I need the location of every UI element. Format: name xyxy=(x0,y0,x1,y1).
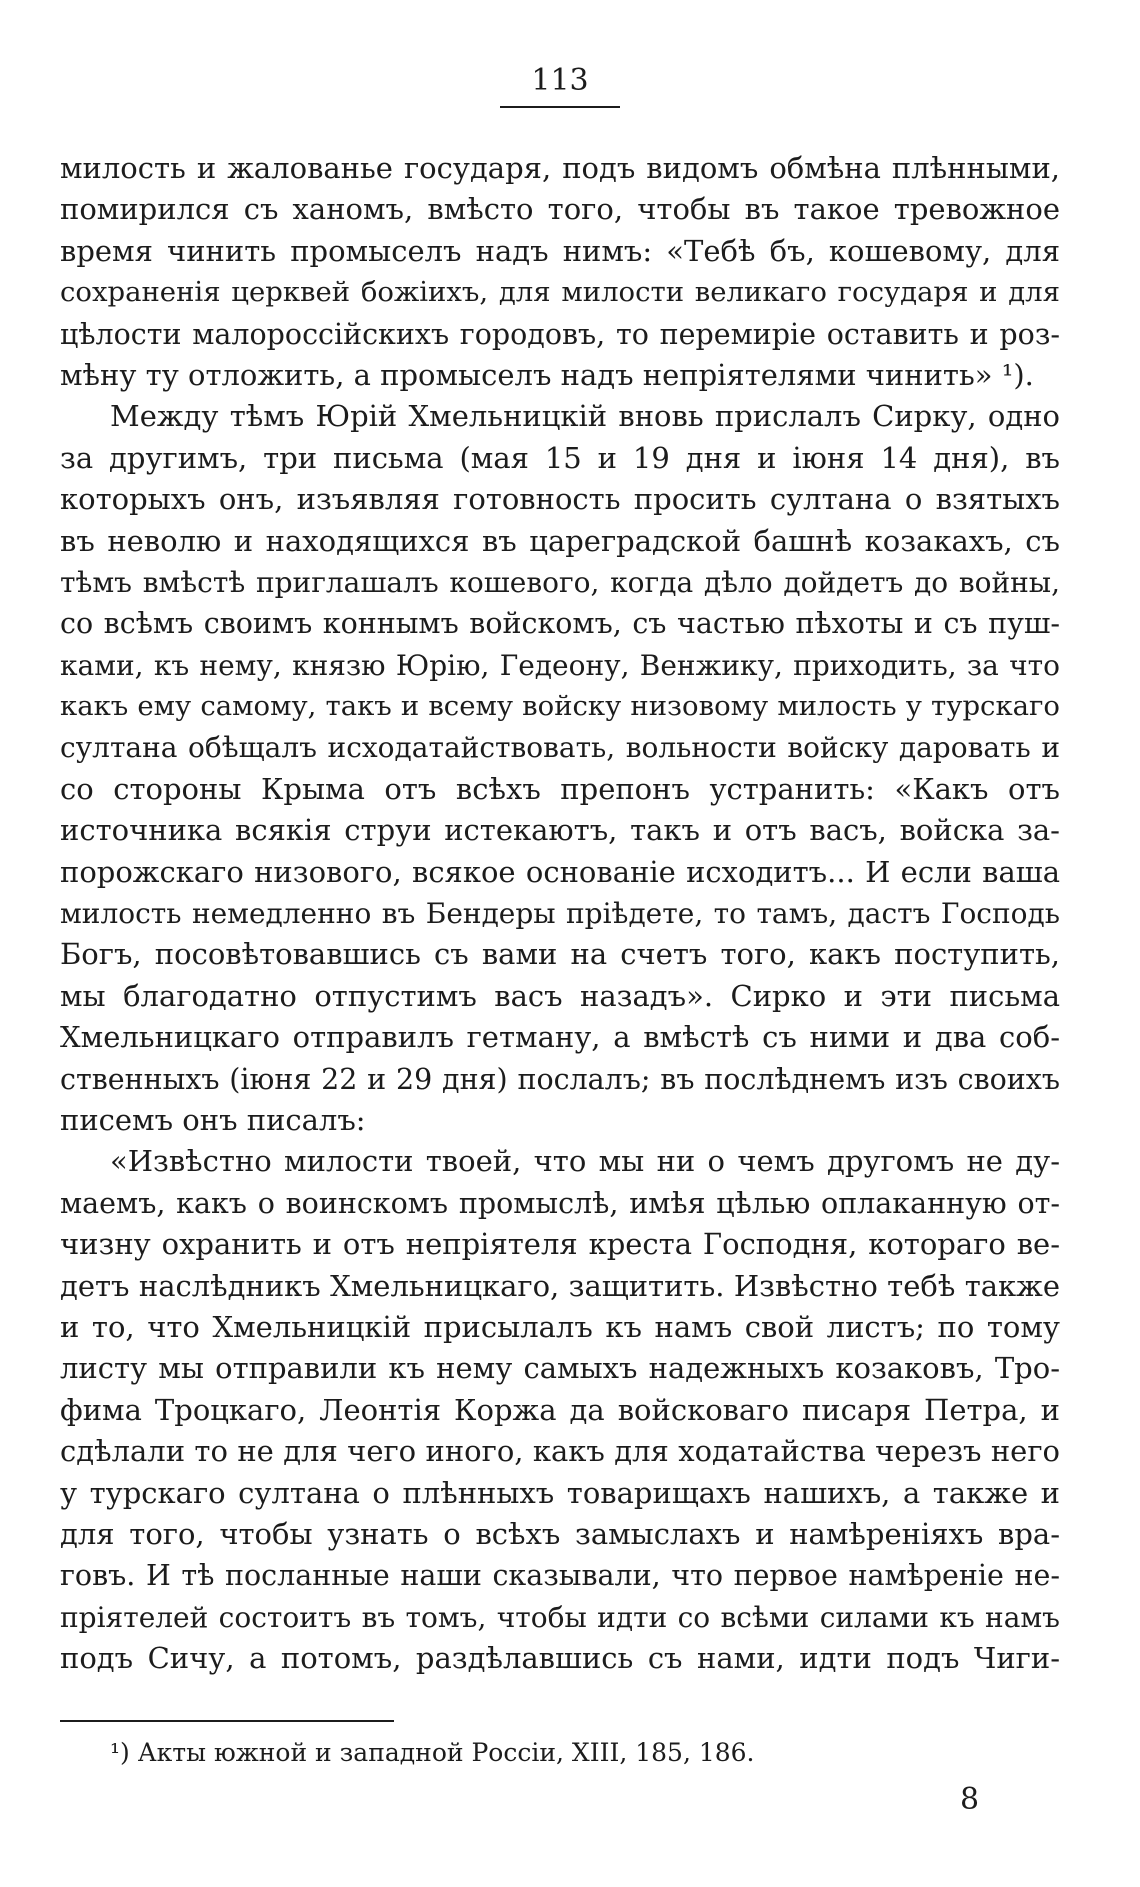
text-line: фима Троцкаго, Леонтія Коржа да войсковаго писаря Петра, и xyxy=(60,1392,1060,1427)
text-line: Богъ, посовѣтовавшись съ вами на счетъ того, какъ поступить, xyxy=(60,937,1060,972)
text-line: ственныхъ (іюня 22 и 29 дня) послалъ; въ послѣднемъ изъ своихъ xyxy=(60,1062,1060,1096)
text-line: время чинить промыселъ надъ нимъ: «Тебѣ бъ, кошевому, для xyxy=(60,233,1060,268)
text-line: чизну охранить и отъ непріятеля креста Господня, котораго ве- xyxy=(60,1227,1060,1262)
text-line: листу мы отправили къ нему самыхъ надежныхъ козаковъ, Тро- xyxy=(60,1351,1060,1386)
text-line: въ неволю и находящихся въ цареградской башнѣ козакахъ, съ xyxy=(60,523,1060,558)
text-line: ками, къ нему, князю Юрію, Гедеону, Венжику, приходить, за что xyxy=(60,648,1060,682)
text-line: подъ Сичу, а потомъ, раздѣлавшись съ нами, идти подъ Чиги- xyxy=(60,1641,1060,1676)
footnote-text: Акты южной и западной Россіи, XIII, 185, 186. xyxy=(137,1738,755,1767)
text-line: пріятелей состоитъ въ томъ, чтобы идти со всѣми силами къ намъ xyxy=(60,1600,1060,1634)
text-line: детъ наслѣдникъ Хмельницкаго, защитить. Извѣстно тебѣ также xyxy=(60,1268,1060,1303)
text-line: Хмельницкаго отправилъ гетману, а вмѣстѣ съ ними и два соб- xyxy=(60,1020,1060,1055)
text-line: какъ ему самому, такъ и всему войску низовому милость у турскаго xyxy=(60,690,1060,723)
text-line: писемъ онъ писалъ: xyxy=(60,1102,366,1137)
text-line: сохраненія церквей божіихъ, для милости великаго государя и для xyxy=(60,276,1060,309)
footnote xyxy=(110,1735,755,1771)
text-line: у турскаго султана о плѣнныхъ товарищахъ нашихъ, а также и xyxy=(60,1475,1060,1510)
text-line: со стороны Крыма отъ всѣхъ препонъ устранить: «Какъ отъ xyxy=(60,771,1060,806)
page-number-rule xyxy=(500,106,620,108)
page-number: 113 xyxy=(531,63,589,98)
text-line: милость немедленно въ Бендеры пріѣдете, то тамъ, дастъ Господь xyxy=(60,897,1060,931)
text-line: сдѣлали то не для чего иного, какъ для ходатайства черезъ него xyxy=(60,1434,1060,1469)
text-line: для того, чтобы узнать о всѣхъ замыслахъ и намѣреніяхъ вра- xyxy=(60,1516,1060,1551)
text-line: говъ. И тѣ посланные наши сказывали, что первое намѣреніе не- xyxy=(60,1559,1060,1593)
footnote-rule xyxy=(60,1720,394,1722)
text-line: султана обѣщалъ исходатайствовать, вольности войску даровать и xyxy=(60,731,1060,765)
text-line: Между тѣмъ Юрій Хмельницкій вновь прислалъ Сирку, одно xyxy=(110,399,1060,434)
text-line: милость и жалованье государя, подъ видомъ обмѣна плѣнными, xyxy=(60,151,1060,185)
text-line: за другимъ, три письма (мая 15 и 19 дня и іюня 14 дня), въ xyxy=(60,440,1060,475)
text-line: цѣлости малороссійскихъ городовъ, то перемиріе оставить и роз- xyxy=(60,317,1060,351)
text-line: «Извѣстно милости твоей, что мы ни о чемъ другомъ не ду- xyxy=(110,1144,1060,1179)
text-line: помирился съ ханомъ, вмѣсто того, чтобы въ такое тревожное xyxy=(60,192,1060,227)
body-text xyxy=(60,148,1060,1679)
footnote-marker: ¹) xyxy=(110,1738,130,1767)
text-line: порожскаго низового, всякое основаніе исходитъ... И если ваша xyxy=(60,854,1060,889)
text-line: и то, что Хмельницкій присылалъ къ намъ свой листъ; по тому xyxy=(60,1309,1060,1344)
text-line: тѣмъ вмѣстѣ приглашалъ кошевого, когда дѣло дойдетъ до войны, xyxy=(60,565,1060,599)
text-line: мы благодатно отпустимъ васъ назадъ». Сирко и эти письма xyxy=(60,978,1060,1013)
signature-mark: 8 xyxy=(960,1782,980,1817)
text-line: со всѣмъ своимъ коннымъ войскомъ, съ частью пѣхоты и съ пуш- xyxy=(60,607,1060,641)
text-line: мѣну ту отложить, а промыселъ надъ непріятелями чинить» ¹). xyxy=(60,357,1034,392)
text-line: источника всякія струи истекаютъ, такъ и отъ васъ, войска за- xyxy=(60,813,1060,848)
text-line: которыхъ онъ, изъявляя готовность просить султана о взятыхъ xyxy=(60,482,1060,517)
text-line: маемъ, какъ о воинскомъ промыслѣ, имѣя цѣлью оплаканную от- xyxy=(60,1186,1060,1220)
